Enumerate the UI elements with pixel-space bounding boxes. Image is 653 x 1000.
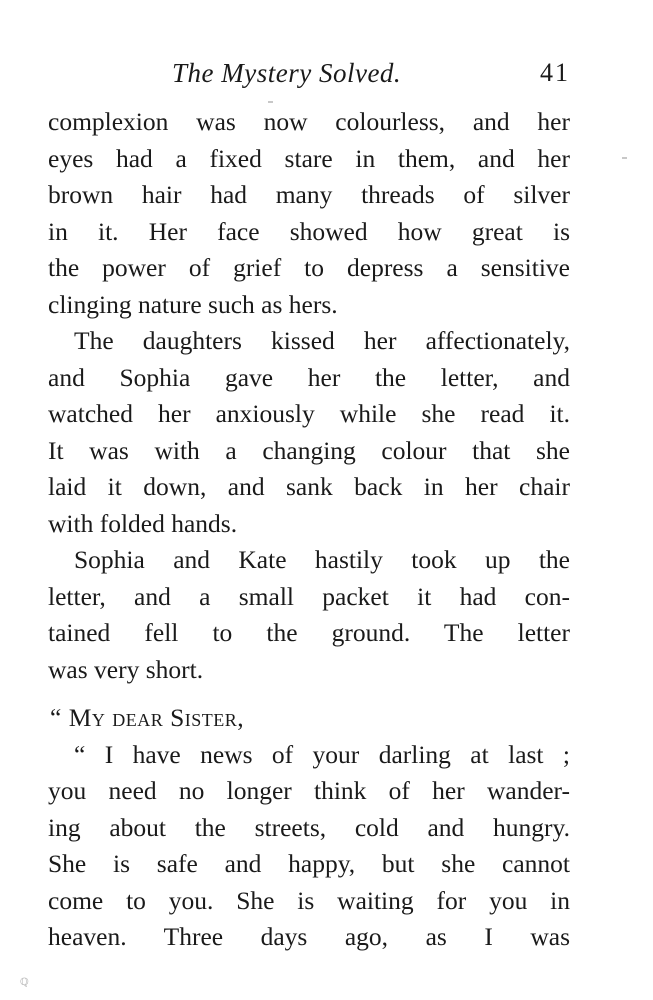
text-line: come to you. She is waiting for you in [48, 885, 570, 915]
text-line: heaven. Three days ago, as I was [48, 922, 570, 951]
text-line: watched her anxiously while she read it. [48, 399, 570, 428]
text-line: in it. Her face showed how great is [48, 216, 570, 246]
text-line: brown hair had many threads of silver [48, 180, 570, 209]
margin-mark: ℚ [20, 977, 29, 988]
paragraph-start-line: Sophia and Kate hastily took up the [74, 545, 570, 574]
text-line: and Sophia gave her the letter, and [48, 362, 570, 392]
text-line: ing about the streets, cold and hungry. [48, 812, 570, 842]
paragraph-start-line: The daughters kissed her affectionately, [74, 326, 570, 355]
text-line: clinging nature such as hers. [48, 289, 338, 319]
text-line: with folded hands. [48, 508, 238, 538]
text-line: complexion was now colourless, and her [48, 107, 570, 136]
running-title: The Mystery Solved. [172, 58, 402, 88]
print-speck [268, 101, 273, 103]
page-number: 41 [540, 58, 570, 87]
text-line: It was with a changing colour that she [48, 435, 570, 465]
text-line: eyes had a fixed stare in them, and her [48, 143, 570, 173]
text-line: was very short. [48, 654, 204, 684]
letter-salutation [48, 700, 570, 737]
text-line: laid it down, and sank back in her chair [48, 472, 570, 501]
text-line: tained fell to the ground. The letter [48, 618, 570, 647]
text-line: the power of grief to depress a sensitive [48, 253, 570, 282]
section-gap [48, 688, 570, 700]
print-speck [622, 157, 627, 159]
text-line: you need no longer think of her wander- [48, 776, 570, 805]
letter-paragraph-start: “ I have news of your darling at last ; [74, 739, 570, 769]
running-header [48, 58, 570, 98]
text-line: She is safe and happy, but she cannot [48, 849, 570, 878]
text-line: letter, and a small packet it had con- [48, 581, 570, 611]
salutation-text: “ My dear Sister, [50, 703, 245, 732]
body-text [48, 104, 570, 956]
